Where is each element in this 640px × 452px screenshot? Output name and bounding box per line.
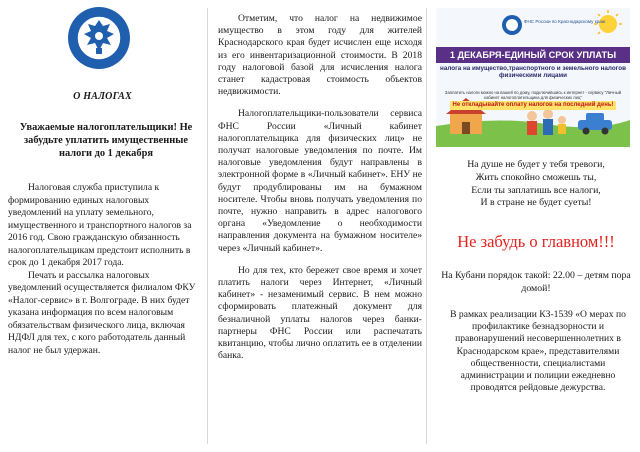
paragraph: Налоговая служба приступила к формированию единых налоговых уведомлений на уплату земельного, имущественного и транспортного налогов за 2016 год. Свою гражданскую обязанность налогоплательщикам предстоит исполнить в срок до 1 декабря 2017 года. xyxy=(8,182,192,268)
column-divider xyxy=(207,8,208,444)
tax-service-emblem xyxy=(67,6,131,70)
fns-label: ФНС России по Краснодарскому краю xyxy=(524,19,606,24)
greeting-text: Уважаемые налогоплательщики! Не забудьте уплатить имущественные налоги до 1 декабря xyxy=(19,122,193,159)
column-divider xyxy=(426,8,427,444)
poem-line: Жить спокойно сможешь ты, xyxy=(475,171,597,183)
left-body xyxy=(8,182,196,357)
banner-small-text: Заплатить налоги можно на вашей по дому, подключившись к интернет - сервису "Личный кабинет налогоплательщика для физических лиц" xyxy=(444,90,622,100)
poem-line: Если ты заплатишь все налоги, xyxy=(471,184,601,196)
banner-subtitle: налога на имущество,транспортного и земельного налогов физическими лицами xyxy=(440,65,626,80)
paragraph: Отметим, что налог на недвижимое имущество в этом году для жителей Краснодарского края будет исчислен еще исходя из его инвентаризационной стоимости. В 2018 году налоговой базой для исчисления налога станет кадастровая стоимость объектов недвижимости. xyxy=(218,13,422,98)
banner-warning: Не откладывайте оплату налогов на последний день! xyxy=(450,101,616,110)
poem-line: На душе не будет у тебя тревоги, xyxy=(467,159,605,170)
poem xyxy=(438,159,634,210)
paragraph: Налогоплательщики-пользователи сервиса ФНС России «Личный кабинет налогоплательщика для физических лиц» не получат налоговые уведомления по почте. Им налоговые уведомления будут направлены в электронной форме в «Личный кабинет». ЕНУ не будут продублированы им на бумажном носителе. Чтобы вновь получать уведомления по почте, нужно направить в адрес налогового органа «Уведомление о необходимости направления документа на бумажном носителе» через «Личный кабинет». xyxy=(218,108,422,254)
paragraph: Но для тех, кто бережет свое время и хочет платить налоги через Интернет, «Личный кабинет» - незаменимый сервис. В нем можно сформировать платежный документ для безналичной уплаты налогов через банки-партнеры ФНС России или распечатать квитанцию, чтобы лично оплатить ее в отделении банка. xyxy=(218,264,422,362)
section-heading: О НАЛОГАХ xyxy=(73,91,132,102)
banner-title: 1 ДЕКАБРЯ-ЕДИНЫЙ СРОК УПЛАТЫ xyxy=(436,47,630,63)
tax-deadline-banner xyxy=(436,8,630,147)
curfew-notice: На Кубани порядок такой: 22.00 – детям пора домой! xyxy=(441,270,631,294)
reminder-alert: Не забудь о главном!!! xyxy=(457,232,615,251)
program-notice: В рамках реализации КЗ-1539 «О мерах по профилактике безнадзорности и правонарушений несовершеннолетних в Краснодарском крае», представителями общественности, специалистами администрации и полиции ежедневно проводятся рейдовые дежурства. xyxy=(450,309,626,394)
paragraph: Печать и рассылка налоговых уведомлений осуществляется филиалом ФКУ «Налог-сервис» в г. Волгограде. В них будет указана информация по всем налоговым обязательствам физического лица, включая НДФЛ для тех, с кого работодатель данный налог не был удержан. xyxy=(8,269,196,356)
poem-line: И в стране не будет суеты! xyxy=(480,197,592,209)
middle-body xyxy=(218,13,422,364)
